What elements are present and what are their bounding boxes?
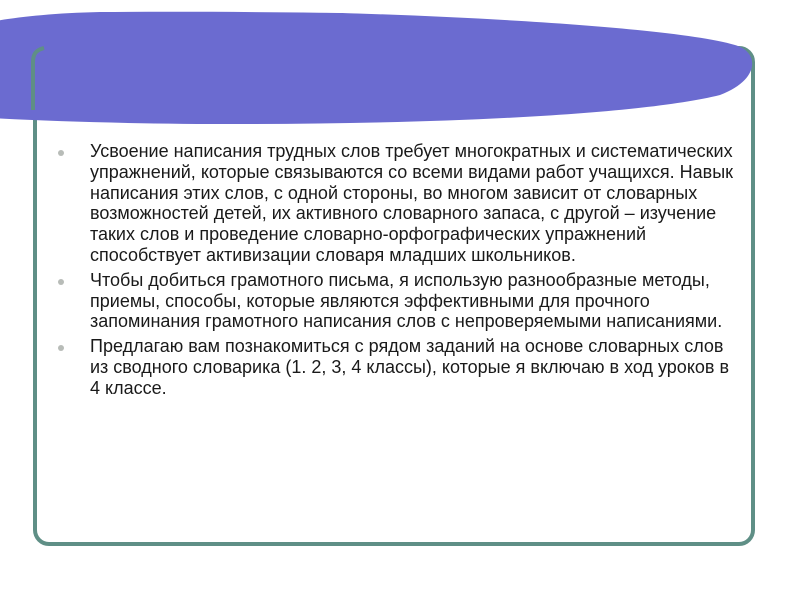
bullet-dot <box>58 150 64 156</box>
bullet-dot <box>58 279 64 285</box>
bullet-text: Предлагаю вам познакомиться с рядом заданий на основе словарных слов из сводного словарика (1. 2, 3, 4 классы), которые я включаю в ход уроков в 4 классе. <box>90 336 730 398</box>
blue-ellipse-band <box>0 9 752 124</box>
bullet-list <box>54 141 744 403</box>
bullet-text: Усвоение написания трудных слов требует многократных и систематических упражнений, которые связываются со всеми видами работ учащихся. Навык написания этих слов, с одной стороны, во многом зависит от словарных возможностей детей, их активного словарного запаса, с другой – изучение таких слов и проведение словарно-орфографических упражнений способствует активизации словаря младших школьников. <box>90 141 734 265</box>
bullet-item <box>54 141 744 266</box>
bullet-item <box>54 336 744 398</box>
bullet-text: Чтобы добиться грамотного письма, я использую разнообразные методы, приемы, способы, которые являются эффективными для прочного запоминания грамотного написания слов с непроверяемыми написаниями. <box>90 269 723 332</box>
bullet-dot <box>58 345 64 351</box>
bullet-item <box>54 270 744 332</box>
